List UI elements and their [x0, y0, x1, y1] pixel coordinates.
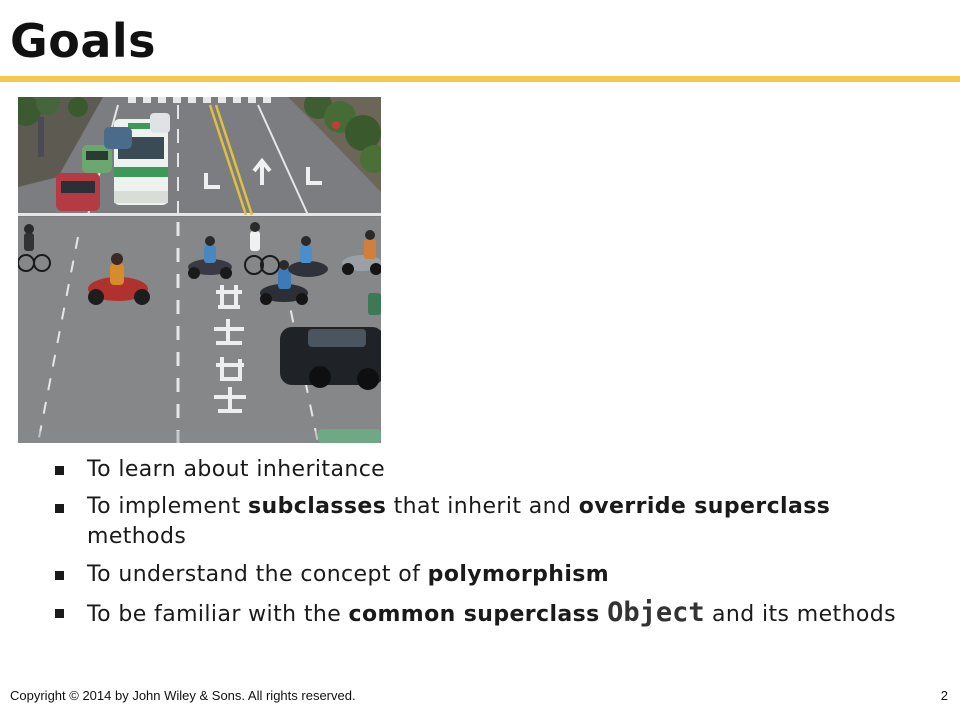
goal-item	[52, 559, 932, 590]
page-number: 2	[940, 688, 948, 703]
goal-text	[600, 602, 607, 627]
goal-keyword: polymorphism	[427, 562, 610, 587]
goal-code-keyword: Object	[607, 597, 705, 628]
goal-item	[52, 454, 932, 485]
bullet-square-icon	[55, 466, 64, 475]
goal-text: To learn about inheritance	[87, 457, 386, 482]
street-photo	[18, 97, 381, 443]
slide-title: Goals	[10, 14, 157, 68]
goal-keyword: common superclass	[348, 602, 600, 627]
title-underline	[0, 76, 960, 82]
goal-text: To understand the concept of	[87, 562, 428, 587]
goal-text: and its methods	[704, 602, 897, 627]
goal-item	[52, 597, 932, 630]
bullet-square-icon	[55, 571, 64, 580]
goal-text: that inherit and	[386, 494, 579, 519]
bullet-square-icon	[55, 504, 64, 513]
goal-text: methods	[87, 524, 187, 549]
footer-copyright: Copyright © 2014 by John Wiley & Sons. All rights reserved.	[10, 688, 356, 703]
goal-text: To be familiar with the	[87, 602, 349, 627]
goal-keyword: subclasses	[248, 494, 387, 519]
goal-text: To implement	[87, 494, 249, 519]
goals-list	[52, 454, 932, 637]
bullet-square-icon	[55, 609, 64, 618]
goal-keyword: override superclass	[578, 494, 831, 519]
goal-item	[52, 492, 932, 552]
